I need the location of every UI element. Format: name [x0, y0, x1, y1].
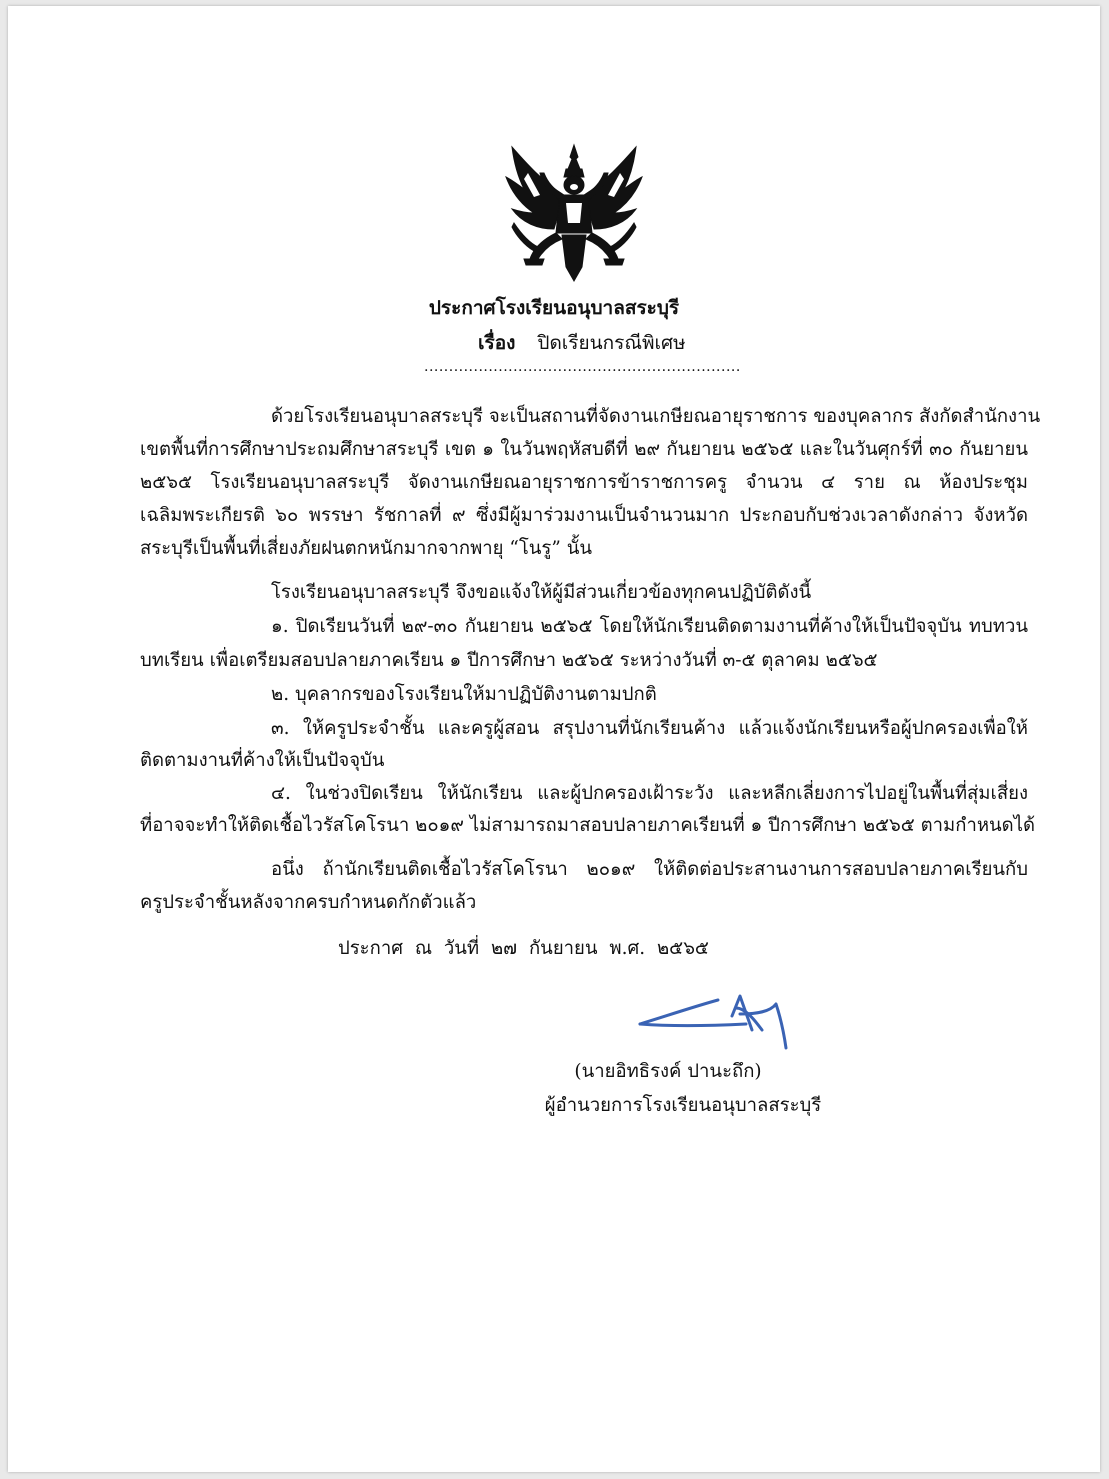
paragraph-line: อนึ่ง ถ้านักเรียนติดเชื้อไวรัสโคโรนา ๒๐๑๙ ให้ติดต่อประสานงานการสอบปลายภาคเรียนกับ: [271, 859, 1028, 880]
paragraph-line: ครูประจำชั้นหลังจากครบกำหนดกักตัวแล้ว: [140, 892, 477, 913]
signer-name: (นายอิทธิรงค์ ปานะถึก): [574, 1061, 762, 1082]
list-item-line: ๓. ให้ครูประจำชั้น และครูผู้สอน สรุปงานที่นักเรียนค้าง แล้วแจ้งนักเรียนหรือผู้ปกครองเพื่อให้: [271, 718, 1028, 739]
announcement-date: ประกาศ ณ วันที่ ๒๗ กันยายน พ.ศ. ๒๕๖๕: [338, 938, 709, 959]
document-page: [8, 6, 1100, 1472]
paragraph-line: ด้วยโรงเรียนอนุบาลสระบุรี จะเป็นสถานที่จัดงานเกษียณอายุราชการ ของบุคลากร สังกัดสำนักงาน: [271, 406, 1041, 427]
document-subject: [478, 328, 686, 358]
paragraph-line: เขตพื้นที่การศึกษาประถมศึกษาสระบุรี เขต ๑ ในวันพฤหัสบดีที่ ๒๙ กันยายน ๒๕๖๕ และในวันศุกร์ที่ ๓๐ กันยายน: [140, 439, 1028, 460]
garuda-emblem-icon: [504, 143, 644, 285]
title-separator: ................................................................: [424, 359, 741, 375]
paragraph-line: ๒๕๖๕ โรงเรียนอนุบาลสระบุรี จัดงานเกษียณอายุราชการข้าราชการครู จำนวน ๔ ราย ณ ห้องประชุม: [140, 472, 1028, 493]
list-item-line: ๑. ปิดเรียนวันที่ ๒๙-๓๐ กันยายน ๒๕๖๕ โดยให้นักเรียนติดตามงานที่ค้างให้เป็นปัจจุบัน ทบทวน: [271, 616, 1028, 637]
paragraph-line: สระบุรีเป็นพื้นที่เสี่ยงภัยฝนตกหนักมากจากพายุ “โนรู” นั้น: [140, 538, 592, 559]
subject-text: ปิดเรียนกรณีพิเศษ: [537, 332, 686, 354]
subject-label: เรื่อง: [478, 332, 516, 354]
list-item-line: ๔. ในช่วงปิดเรียน ให้นักเรียน และผู้ปกครองเฝ้าระวัง และหลีกเลี่ยงการไปอยู่ในพื้นที่สุ่มเสี่ยง: [271, 783, 1028, 804]
list-item-line: บทเรียน เพื่อเตรียมสอบปลายภาคเรียน ๑ ปีการศึกษา ๒๕๖๕ ระหว่างวันที่ ๓-๕ ตุลาคม ๒๕๖๕: [140, 650, 878, 671]
paragraph-line: โรงเรียนอนุบาลสระบุรี จึงขอแจ้งให้ผู้มีส่วนเกี่ยวข้องทุกคนปฏิบัติดังนี้: [271, 582, 812, 603]
list-item-line: ติดตามงานที่ค้างให้เป็นปัจจุบัน: [140, 750, 385, 771]
list-item-line: ที่อาจจะทำให้ติดเชื้อไวรัสโคโรนา ๒๐๑๙ ไม่สามารถมาสอบปลายภาคเรียนที่ ๑ ปีการศึกษา ๒๕๖๕ ตามกำหนดได้: [140, 815, 1036, 836]
document-title: ประกาศโรงเรียนอนุบาลสระบุรี: [428, 297, 680, 319]
paragraph-line: เฉลิมพระเกียรติ ๖๐ พรรษา รัชกาลที่ ๙ ซึ่งมีผู้มาร่วมงานเป็นจำนวนมาก ประกอบกับช่วงเวลาดังกล่าว จังหวัด: [140, 505, 1028, 526]
signer-position: ผู้อำนวยการโรงเรียนอนุบาลสระบุรี: [544, 1095, 822, 1116]
signature-image: [636, 994, 792, 1056]
list-item-line: ๒. บุคลากรของโรงเรียนให้มาปฏิบัติงานตามปกติ: [271, 684, 657, 705]
